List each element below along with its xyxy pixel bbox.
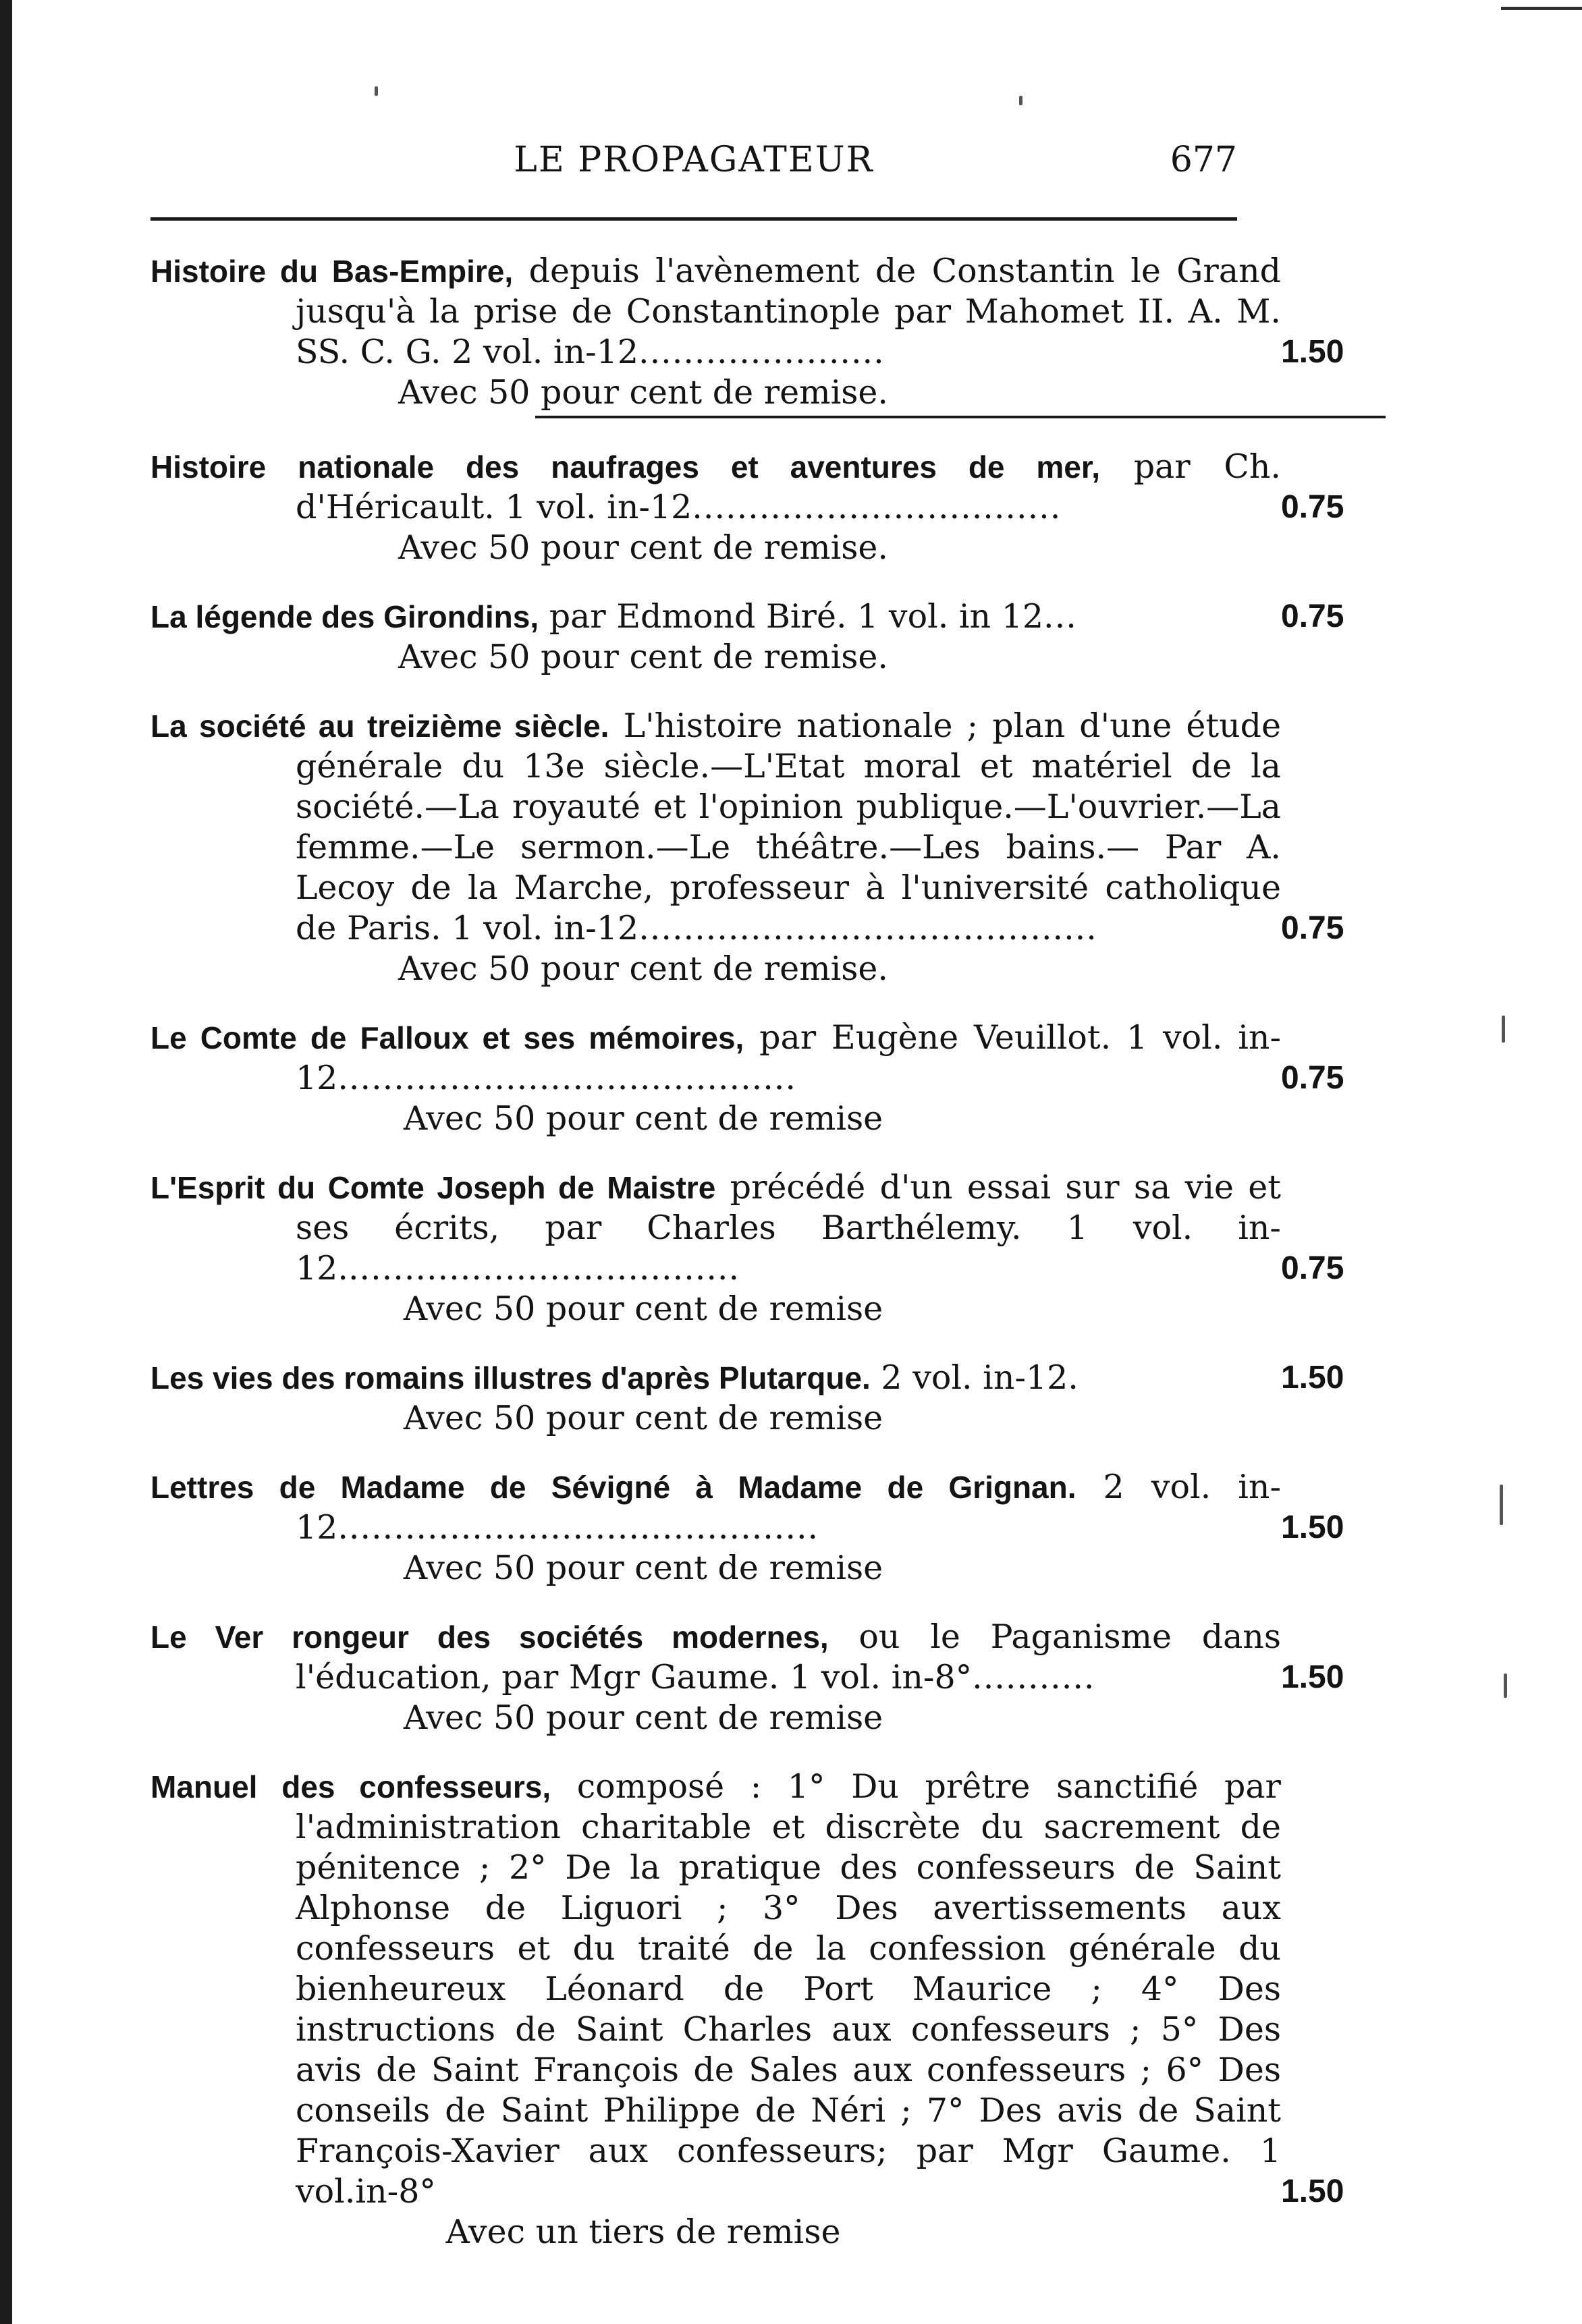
entry-description — [151, 1167, 1281, 1289]
entry-title: Histoire du Bas-Empire, — [151, 254, 514, 289]
entry-discount: Avec 50 pour cent de remise. — [398, 949, 888, 988]
entry-description — [151, 1018, 1281, 1099]
entry-discount: Avec 50 pour cent de remise — [403, 1290, 883, 1328]
entry-description — [151, 447, 1281, 528]
entry-price: 0.75 — [1281, 599, 1344, 634]
entry-price: 0.75 — [1281, 489, 1344, 525]
scan-left-edge — [0, 0, 12, 2324]
book-entry — [151, 597, 1344, 677]
entry-description — [151, 251, 1281, 372]
scan-speck — [1502, 1016, 1505, 1043]
entry-title: Le Comte de Falloux et ses mémoires, — [151, 1020, 744, 1055]
entry-discount: Avec 50 pour cent de remise — [403, 1549, 883, 1587]
entry-leader-dots: ......................................... — [638, 909, 1097, 947]
entry-title: Les vies des romains illustres d'après Plutarque. — [151, 1360, 871, 1395]
entry-discount: Avec 50 pour cent de remise — [403, 1698, 883, 1737]
separator-rule — [535, 416, 1386, 418]
book-entry — [151, 706, 1344, 989]
entry-leader-dots: ...................... — [638, 333, 885, 371]
entry-discount: Avec 50 pour cent de remise. — [398, 373, 888, 412]
book-entry — [151, 1617, 1344, 1738]
scan-speck — [1019, 96, 1022, 105]
entry-title: La légende des Girondins, — [151, 599, 539, 634]
entry-details: L'histoire nationale ; plan d'une étude générale du 13e siècle.—L'Etat moral et matériel de la société.—La royauté et l'opinion publique.—L'ouvrier.—La femme.—Le sermon.—Le théâtre.—Les bains.— Par A. Lecoy de la Marche, professeur à l'université catholique de Paris. 1 vol. in-12 — [296, 707, 1281, 947]
entry-leader-dots: ......................................... — [337, 1059, 796, 1097]
entry-description — [151, 597, 1281, 637]
entry-title: Le Ver rongeur des sociétés modernes, — [151, 1620, 829, 1655]
entry-price: 0.75 — [1281, 1250, 1344, 1286]
entry-price: 1.50 — [1281, 1360, 1344, 1395]
entry-price: 1.50 — [1281, 1510, 1344, 1545]
entry-title: Lettres de Madame de Sévigné à Madame de Grignan. — [151, 1470, 1076, 1505]
entry-price: 1.50 — [1281, 334, 1344, 370]
entry-details: depuis l'avènement de Constantin le Grand jusqu'à la prise de Constantinople par Mahomet II. A. M. SS. C. G. 2 vol. in-12 — [296, 252, 1281, 371]
entry-leader-dots: ........................................... — [337, 1508, 819, 1547]
entry-leader-dots: ................................... — [348, 1249, 740, 1288]
book-entry — [151, 447, 1344, 568]
entry-discount: Avec 50 pour cent de remise — [403, 1099, 883, 1138]
running-title: LE PROPAGATEUR — [514, 140, 874, 180]
entry-discount: Avec 50 pour cent de remise. — [398, 638, 888, 676]
entry-details: 2 vol. in-12. — [870, 1358, 1079, 1397]
entry-price: 0.75 — [1281, 1060, 1344, 1096]
book-entry — [151, 1358, 1344, 1439]
entry-price: 1.50 — [1281, 1659, 1344, 1695]
entry-description — [151, 1767, 1281, 2212]
book-entry — [151, 1167, 1344, 1329]
entry-details: par Ch. d'Héricault. 1 vol. in-12 — [296, 447, 1281, 526]
entry-discount: Avec 50 pour cent de remise — [403, 1399, 883, 1437]
entry-title: Manuel des confesseurs, — [151, 1769, 551, 1804]
entry-description — [151, 706, 1281, 949]
entry-details: ou le Paganisme dans l'éducation, par Mgr Gaume. 1 vol. in-8° — [296, 1617, 1282, 1696]
book-entry — [151, 1018, 1344, 1139]
entry-price: 1.50 — [1281, 2174, 1344, 2209]
entry-details: 2 vol. in-12 — [296, 1468, 1282, 1547]
entry-description — [151, 1358, 1281, 1398]
book-list — [151, 251, 1344, 2281]
entry-title: L'Esprit du Comte Joseph de Maistre — [151, 1170, 716, 1205]
page-header — [151, 132, 1237, 186]
entry-description — [151, 1617, 1281, 1698]
book-entry — [151, 251, 1344, 418]
book-entry — [151, 1767, 1344, 2252]
page-number: 677 — [1170, 140, 1237, 180]
entry-description — [151, 1467, 1281, 1548]
entry-title: Histoire nationale des naufrages et aventures de mer, — [151, 449, 1101, 485]
entry-leader-dots: ........... — [972, 1658, 1095, 1696]
entry-details: composé : 1° Du prêtre sanctifié par l'administration charitable et discrète du sacrement de pénitence ; 2° De la pratique des confesseurs de Saint Alphonse de Liguori ; 3° Des avertissements aux confesseurs et du traité de la confession générale du bienheureux Léonard de Port Maurice ; 4° Des instructions de Saint Charles aux confesseurs ; 5° Des avis de Saint François de Sales aux confesseurs ; 6° Des conseils de Saint Philippe de Néri ; 7° Des avis de Saint François-Xavier aux confesseurs; par Mgr Gaume. 1 vol.in-8° — [296, 1767, 1281, 2211]
entry-title: La société au treizième siècle. — [151, 709, 609, 744]
scan-speck — [1500, 1485, 1503, 1525]
scan-speck — [375, 86, 378, 96]
header-rule — [151, 217, 1237, 221]
entry-leader-dots: ... — [1043, 597, 1077, 636]
entry-details: par Edmond Biré. 1 vol. in 12 — [539, 597, 1044, 636]
scan-speck — [1504, 1673, 1507, 1698]
book-entry — [151, 1467, 1344, 1588]
entry-details: précédé d'un essai sur sa vie et ses écrits, par Charles Barthélemy. 1 vol. in-12. — [296, 1168, 1281, 1288]
entry-discount: Avec 50 pour cent de remise. — [398, 528, 888, 567]
scan-top-mark — [1501, 7, 1582, 10]
entry-discount: Avec un tiers de remise — [445, 2213, 841, 2251]
entry-details: par Eugène Veuillot. 1 vol. in-12 — [296, 1018, 1281, 1097]
entry-price: 0.75 — [1281, 910, 1344, 946]
entry-leader-dots: ................................. — [692, 488, 1062, 526]
